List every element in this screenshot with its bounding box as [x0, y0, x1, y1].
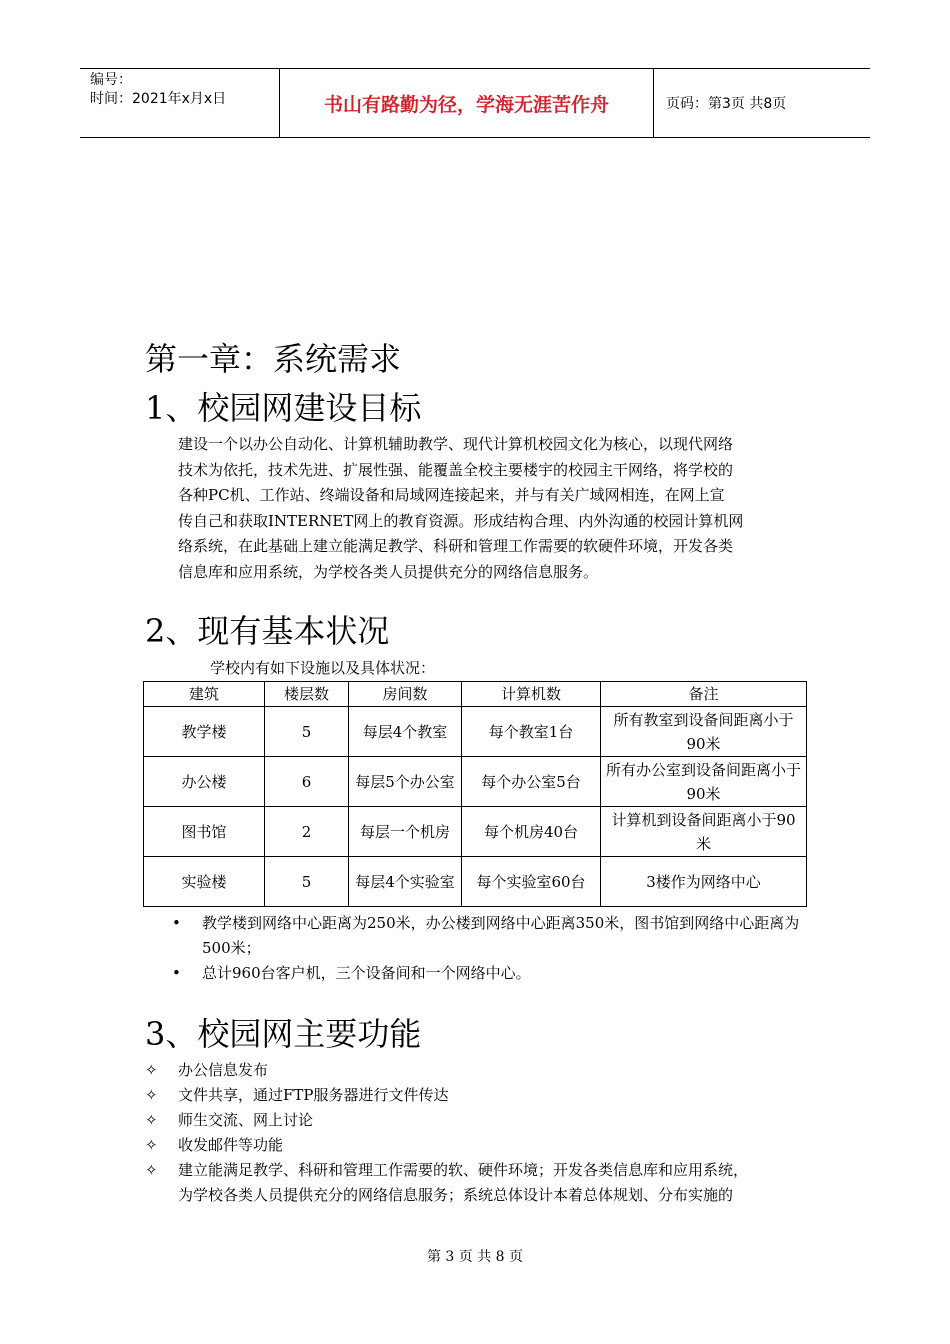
column-header: 计算机数 [462, 682, 601, 707]
table-row [144, 807, 807, 857]
table-cell: 图书馆 [144, 807, 265, 857]
table-cell: 每层4个教室 [349, 707, 462, 757]
bullet-dot-icon: • [172, 964, 181, 982]
diamond-bullet-icon: ✧ [145, 1161, 158, 1179]
paragraph-line: 建设一个以办公自动化、计算机辅助教学、现代计算机校园文化为核心，以现代网络 [178, 435, 734, 453]
diamond-bullet-icon: ✧ [145, 1136, 158, 1154]
list-item [172, 911, 812, 961]
paragraph-line: 各种PC机、工作站、终端设备和局域网连接起来，并与有关广域网相连，在网上宣 [178, 486, 725, 504]
list-item-text: 文件共享，通过FTP服务器进行文件传达 [178, 1086, 449, 1104]
section3-title: 3、校园网主要功能 [145, 1015, 422, 1053]
section1-title: 1、校园网建设目标 [145, 389, 422, 427]
list-item [145, 1108, 845, 1133]
column-header: 楼层数 [265, 682, 349, 707]
column-header: 备注 [601, 682, 807, 707]
header-page-label: 页码：第3页 共8页 [666, 96, 787, 112]
list-item [145, 1083, 845, 1108]
table-cell: 计算机到设备间距离小于90米 [601, 807, 807, 857]
table-cell: 每层一个机房 [349, 807, 462, 857]
table-row [144, 757, 807, 807]
table-cell: 5 [265, 707, 349, 757]
table-cell: 每个机房40台 [462, 807, 601, 857]
paragraph-line: 络系统，在此基础上建立能满足教学、科研和管理工作需要的软硬件环境，开发各类 [178, 537, 734, 555]
header-number-label: 编号： [90, 72, 132, 88]
table-cell: 教学楼 [144, 707, 265, 757]
diamond-bullet-icon: ✧ [145, 1111, 158, 1129]
header-motto: 书山有路勤为径，学海无涯苦作舟 [280, 69, 654, 137]
bullet-dot-icon: • [172, 914, 181, 932]
table-cell: 每个办公室5台 [462, 757, 601, 807]
table-cell: 6 [265, 757, 349, 807]
table-cell: 每个实验室60台 [462, 857, 601, 907]
list-item-text: 收发邮件等功能 [178, 1136, 284, 1154]
page-header [80, 68, 870, 138]
table-cell: 实验楼 [144, 857, 265, 907]
list-item-text: 教学楼到网络中心距离为250米，办公楼到网络中心距离350米，图书馆到网络中心距离为500米； [202, 914, 800, 957]
status-bullet-list [172, 911, 812, 986]
diamond-bullet-icon: ✧ [145, 1086, 158, 1104]
feature-list [145, 1058, 845, 1208]
list-item [172, 961, 812, 986]
list-item-text: 办公信息发布 [178, 1061, 269, 1079]
table-row [144, 857, 807, 907]
list-item [145, 1133, 845, 1158]
table-cell: 所有教室到设备间距离小于90米 [601, 707, 807, 757]
paragraph-line: 信息库和应用系统，为学校各类人员提供充分的网络信息服务。 [178, 562, 599, 581]
chapter-title: 第一章：系统需求 [145, 340, 402, 378]
list-item-text: 师生交流、网上讨论 [178, 1111, 314, 1129]
table-cell: 3楼作为网络中心 [601, 857, 807, 907]
table-cell: 每层5个办公室 [349, 757, 462, 807]
table-caption: 学校内有如下设施以及具体状况： [210, 659, 436, 677]
section1-paragraph [178, 432, 808, 585]
table-cell: 办公楼 [144, 757, 265, 807]
table-row [144, 707, 807, 757]
facilities-table [143, 681, 807, 907]
paragraph-line: 技术为依托，技术先进、扩展性强、能覆盖全校主要楼宇的校园主干网络，将学校的 [178, 460, 734, 479]
list-item-text: 为学校各类人员提供充分的网络信息服务；系统总体设计本着总体规划、分布实施的 [178, 1186, 734, 1204]
table-cell: 5 [265, 857, 349, 907]
table-cell: 所有办公室到设备间距离小于90米 [601, 757, 807, 807]
table-cell: 每个教室1台 [462, 707, 601, 757]
table-header-row [144, 682, 807, 707]
page-footer: 第 3 页 共 8 页 [426, 1249, 524, 1265]
list-item [145, 1158, 845, 1208]
list-item-text: 总计960台客户机，三个设备间和一个网络中心。 [202, 964, 531, 982]
list-item-text: 建立能满足教学、科研和管理工作需要的软、硬件环境；开发各类信息库和应用系统， [178, 1161, 749, 1179]
header-time-label: 时间：2021年x月x日 [90, 91, 227, 107]
header-meta [80, 69, 280, 137]
column-header: 房间数 [349, 682, 462, 707]
table-cell: 每层4个实验室 [349, 857, 462, 907]
table-cell: 2 [265, 807, 349, 857]
diamond-bullet-icon: ✧ [145, 1061, 158, 1079]
paragraph-line: 传自己和获取INTERNET网上的教育资源。形成结构合理、内外沟通的校园计算机网 [178, 511, 744, 530]
list-item [145, 1058, 845, 1083]
section2-title: 2、现有基本状况 [145, 612, 390, 650]
column-header: 建筑 [144, 682, 265, 707]
